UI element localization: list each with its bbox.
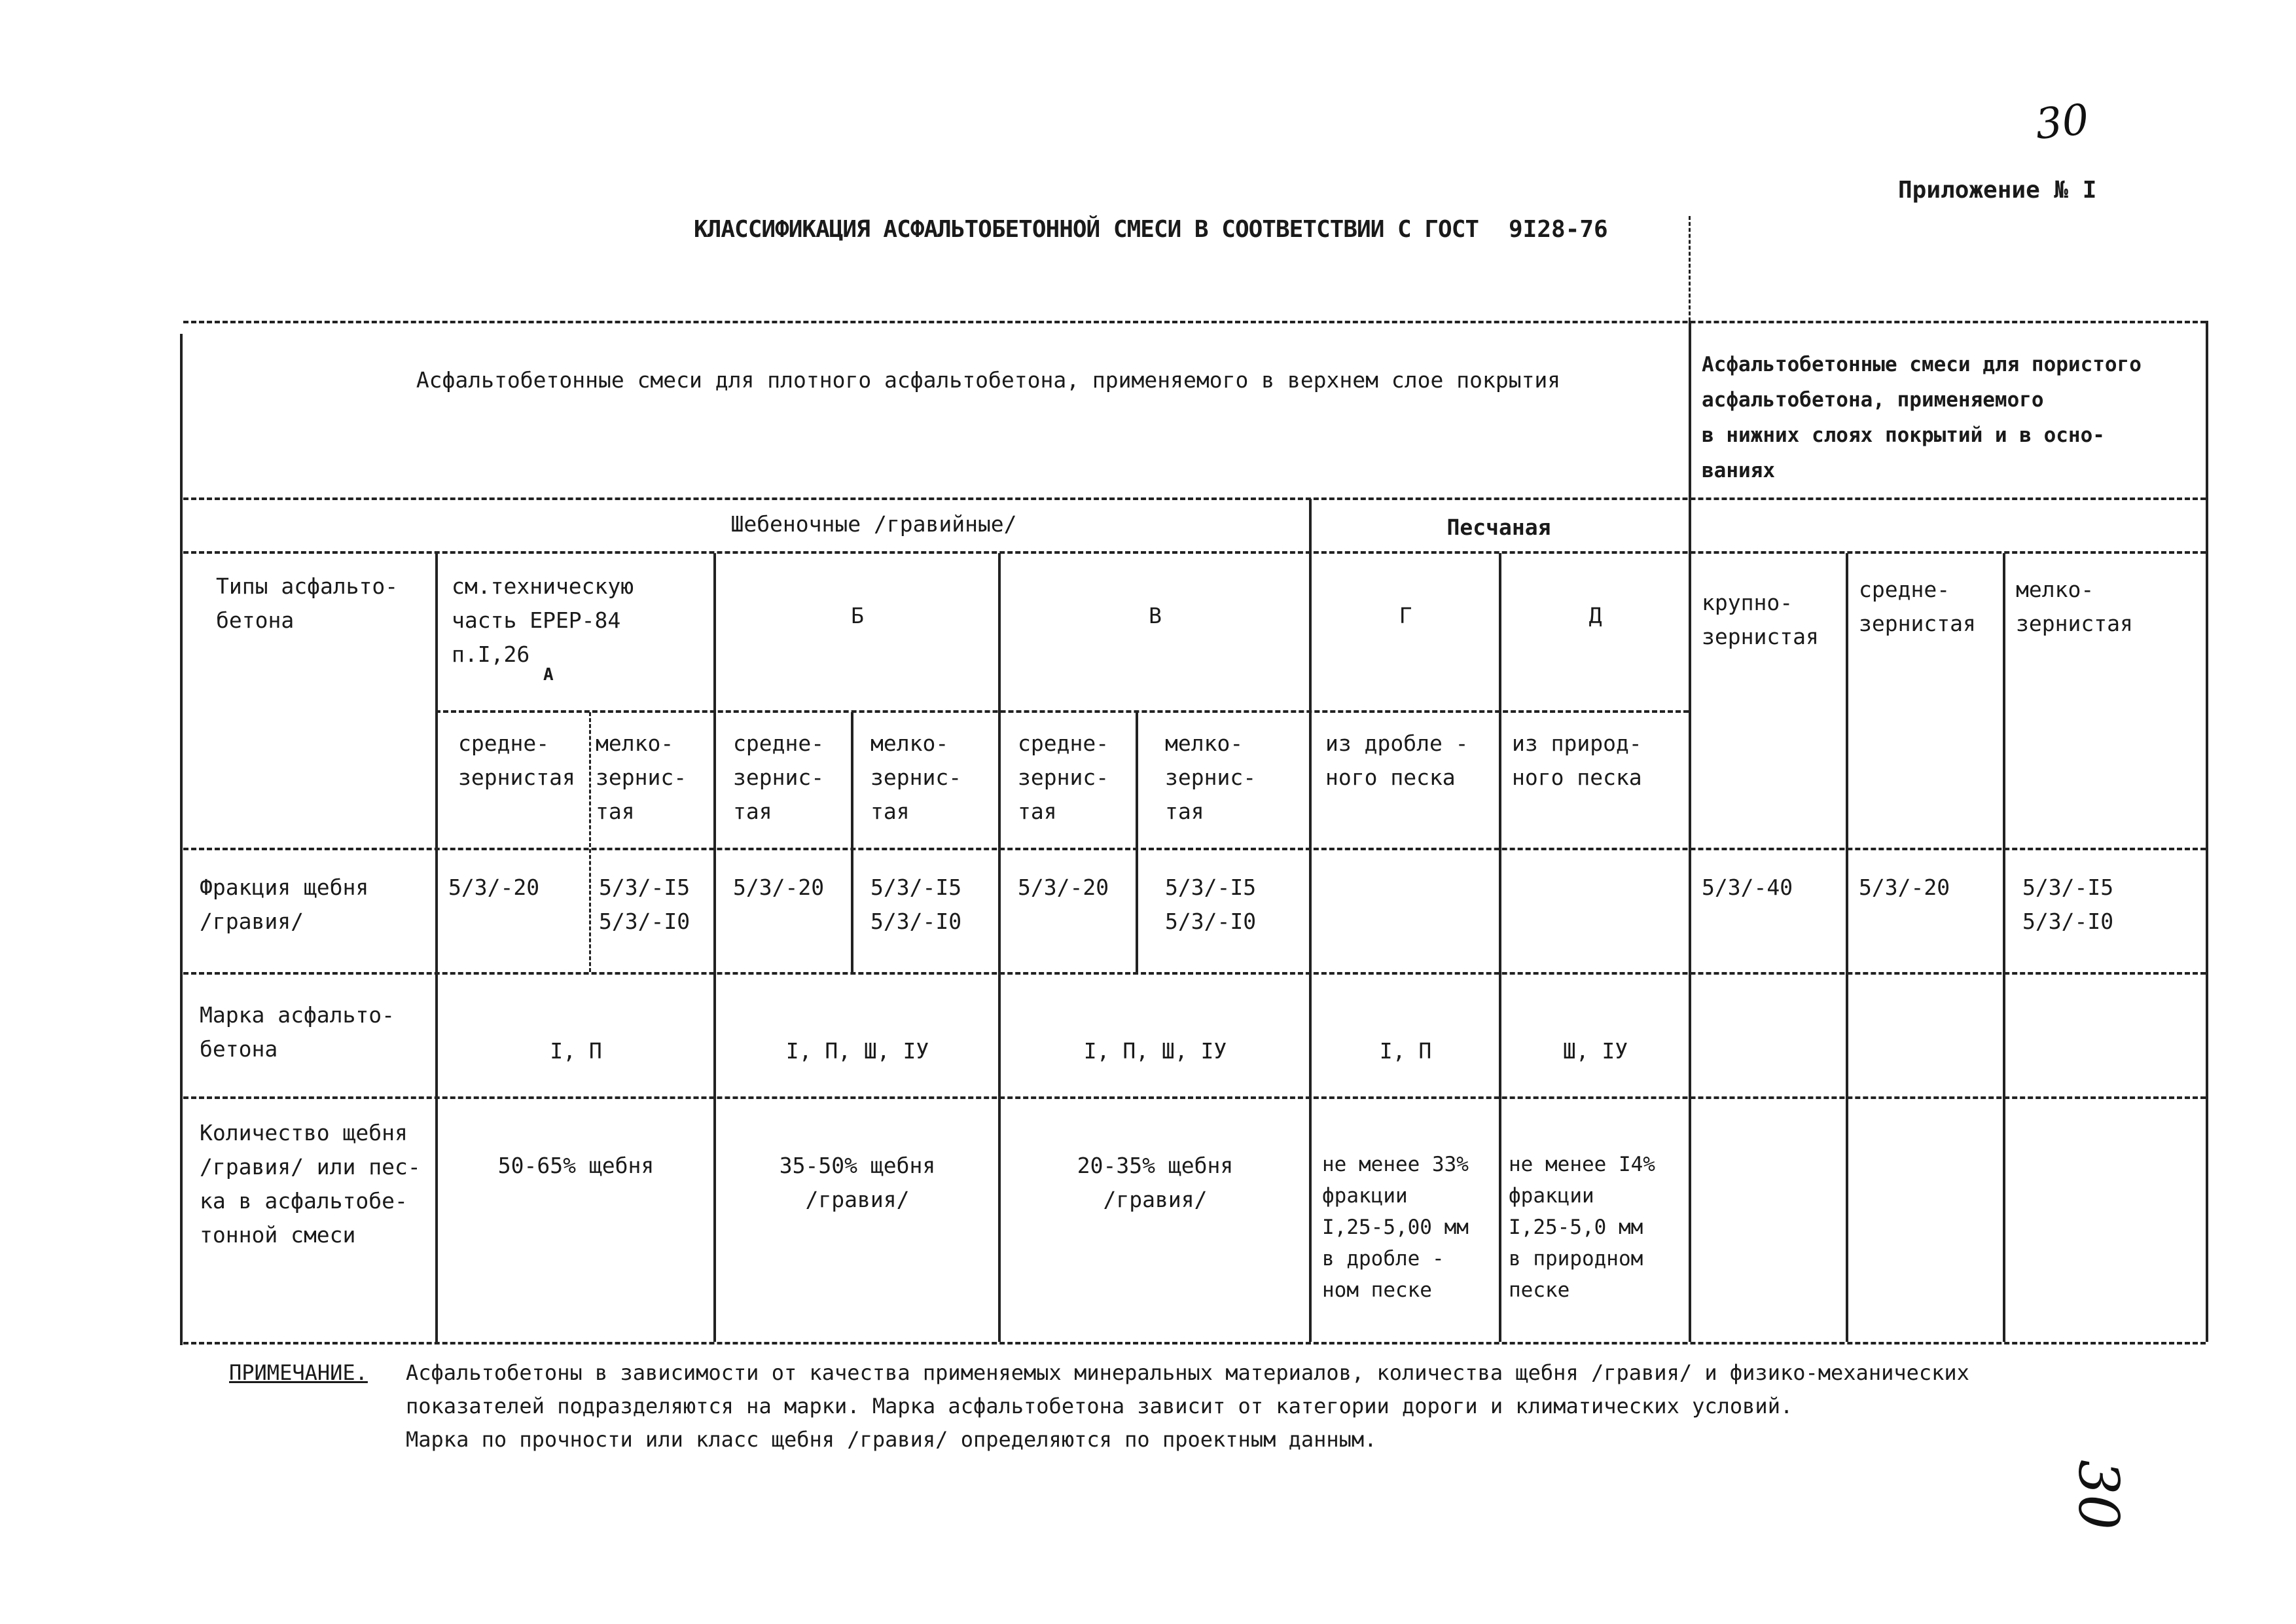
- group-crushed-stone: Шебеночные /гравийные/: [730, 511, 1017, 537]
- row-label-types: Типы асфальто- бетона: [216, 573, 399, 633]
- note-label: ПРИМЕЧАНИЕ.: [229, 1360, 368, 1385]
- sub-a-divider: [589, 712, 591, 972]
- row-line-1: [183, 497, 2206, 500]
- sand-divider: [1309, 499, 1312, 1342]
- appendix-label: Приложение № I: [1898, 177, 2097, 204]
- frac-a-fine: 5/3/-I5 5/3/-I0: [599, 875, 691, 934]
- type-g-label: Г: [1399, 603, 1412, 628]
- porous-divider: [1689, 321, 1691, 1342]
- table-top-line: [183, 321, 2206, 323]
- type-v-fine: мелко- зернис- тая: [1165, 731, 1257, 824]
- row-line-4: [183, 848, 2206, 850]
- frac-porous-fine: 5/3/-I5 5/3/-I0: [2022, 875, 2114, 934]
- type-a-medium: средне- зернистая: [458, 731, 575, 790]
- type-b-medium: средне- зернис- тая: [733, 731, 825, 824]
- sub-v-divider: [1136, 712, 1138, 972]
- porous-col-1: [1846, 553, 1848, 1342]
- note-line-2: показателей подразделяются на марки. Марка асфальтобетона зависит от категории дороги и климатических условий.: [406, 1394, 1793, 1418]
- type-d-sub: из природ- ного песка: [1512, 731, 1642, 790]
- grade-b: I, П, Ш, IУ: [785, 1038, 929, 1064]
- group-sand: Песчаная: [1446, 514, 1551, 540]
- header-dense-mixes: Асфальтобетонные смеси для плотного асфальтобетона, применяемого в верхнем слое покрытия: [416, 367, 1561, 393]
- row-line-2: [183, 551, 2206, 554]
- grade-d: Ш, IУ: [1562, 1038, 1628, 1064]
- row-line-5: [183, 972, 2206, 975]
- frac-v-medium: 5/3/-20: [1018, 875, 1109, 900]
- table-bottom-line: [183, 1342, 2206, 1344]
- table-right-border: [2206, 321, 2208, 1342]
- frac-b-fine: 5/3/-I5 5/3/-I0: [870, 875, 962, 934]
- type-b-label: Б: [851, 603, 864, 628]
- porous-fine-label: мелко- зернистая: [2016, 577, 2133, 636]
- type-v-medium: средне- зернис- тая: [1018, 731, 1109, 824]
- grade-g: I, П: [1379, 1038, 1432, 1064]
- type-b-fine: мелко- зернис- тая: [870, 731, 962, 824]
- type-g-d-divider: [1499, 553, 1501, 1342]
- row-label-grade: Марка асфальто- бетона: [200, 1002, 395, 1062]
- type-b-v-divider: [998, 553, 1001, 1342]
- gost-number: 9I28-76: [1509, 216, 1608, 243]
- type-a-mark: А: [543, 665, 554, 685]
- amount-a: 50-65% щебня: [497, 1153, 655, 1178]
- frac-a-medium: 5/3/-20: [448, 875, 540, 900]
- type-a-b-divider: [713, 553, 716, 1342]
- page-number-side: 30: [2066, 1460, 2130, 1530]
- grade-v: I, П, Ш, IУ: [1083, 1038, 1227, 1064]
- sub-b-divider: [851, 712, 853, 972]
- row-label-amount: Количество щебня /гравия/ или пес- ка в асфальтобе- тонной смеси: [200, 1120, 421, 1248]
- header-porous-mixes: Асфальтобетонные смеси для пористого асфальтобетона, применяемого в нижних слоях покрытий и в осно- ваниях: [1702, 353, 2142, 482]
- note-line-1: Асфальтобетоны в зависимости от качества применяемых минеральных материалов, количества щебня /гравия/ и физико-механических: [406, 1360, 1969, 1385]
- porous-col-2: [2003, 553, 2005, 1342]
- document-title: КЛАССИФИКАЦИЯ АСФАЛЬТОБЕТОННОЙ СМЕСИ В СООТВЕТСТВИИ С ГОСТ: [694, 216, 1479, 243]
- amount-d: не менее I4% фракции I,25-5,0 мм в природном песке: [1509, 1153, 1655, 1302]
- row-line-6: [183, 1096, 2206, 1099]
- porous-medium-label: средне- зернистая: [1859, 577, 1976, 636]
- grade-a: I, П: [550, 1038, 602, 1064]
- type-a-fine: мелко- зернис- тая: [596, 731, 687, 824]
- frac-v-fine: 5/3/-I5 5/3/-I0: [1165, 875, 1257, 934]
- amount-v: 20-35% щебня /гравия/: [1077, 1153, 1234, 1212]
- type-d-label: Д: [1588, 603, 1602, 628]
- porous-coarse-label: крупно- зернистая: [1702, 590, 1819, 649]
- type-a-label: см.техническую часть ЕРЕР-84 п.I,26: [452, 573, 634, 667]
- page-number-top: 30: [2033, 95, 2092, 150]
- label-col-divider: [435, 553, 438, 1342]
- amount-b: 35-50% щебня /гравия/: [779, 1153, 936, 1212]
- frac-b-medium: 5/3/-20: [733, 875, 825, 900]
- amount-g: не менее 33% фракции I,25-5,00 мм в дробле - ном песке: [1322, 1153, 1469, 1302]
- type-v-label: В: [1149, 603, 1162, 628]
- margin-mark-line: [1689, 216, 1691, 327]
- table-left-border: [180, 334, 183, 1345]
- type-g-sub: из дробле - ного песка: [1325, 731, 1469, 790]
- frac-porous-coarse: 5/3/-40: [1702, 875, 1793, 900]
- frac-porous-medium: 5/3/-20: [1859, 875, 1950, 900]
- note-line-3: Марка по прочности или класс щебня /гравия/ определяются по проектным данным.: [406, 1427, 1377, 1452]
- row-label-fraction: Фракция щебня /гравия/: [200, 875, 369, 934]
